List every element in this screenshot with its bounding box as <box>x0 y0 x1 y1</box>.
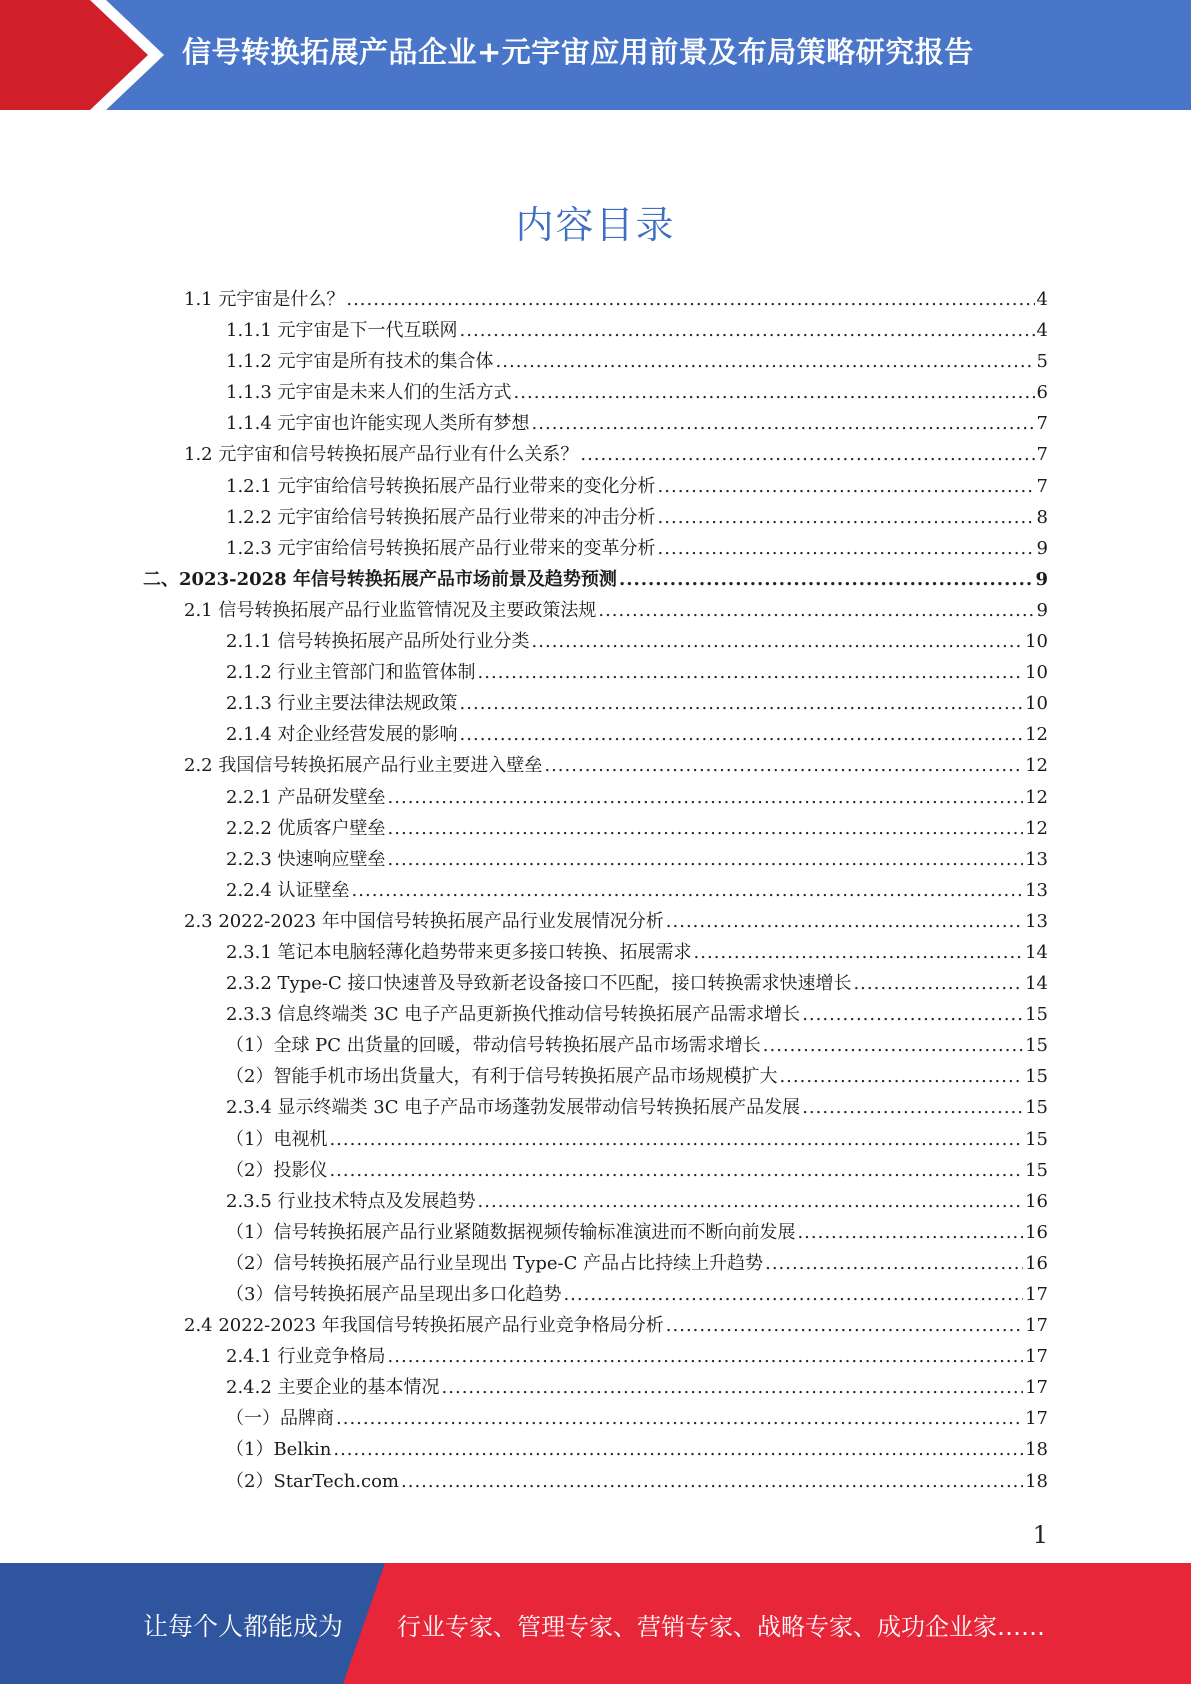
toc-entry[interactable] <box>0 284 1191 315</box>
toc-entry-page: 13 <box>1025 910 1048 932</box>
toc-dot-leader <box>460 719 1024 750</box>
toc-entry-page: 17 <box>1025 1346 1048 1368</box>
toc-entry-page: 7 <box>1036 475 1048 497</box>
toc-entry-label: 1.1 元宇宙是什么？ <box>184 289 345 310</box>
toc-dot-leader <box>514 377 1035 408</box>
toc-entry-label: （2）信号转换拓展产品行业呈现出 Type-C 产品占比持续上升趋势 <box>226 1252 764 1274</box>
toc-entry-page: 9 <box>1036 537 1048 559</box>
toc-entry-label: 2.1 信号转换拓展产品行业监管情况及主要政策法规 <box>184 599 597 621</box>
toc-entry-page: 13 <box>1025 848 1048 870</box>
toc-entry[interactable] <box>0 564 1191 595</box>
toc-entry[interactable] <box>0 377 1191 408</box>
toc-entry-page: 7 <box>1036 444 1048 466</box>
toc-entry-page: 10 <box>1025 662 1048 684</box>
toc-entry-label: 二、2023-2028 年信号转换拓展产品市场前景及趋势预测 <box>143 568 617 590</box>
toc-entry-page: 16 <box>1025 1190 1048 1212</box>
toc-dot-leader <box>765 1248 1023 1279</box>
toc-entry[interactable] <box>0 408 1191 439</box>
toc-heading: 内容目录 <box>515 203 676 247</box>
toc-entry-label: 2.2.1 产品研发壁垒 <box>226 786 386 808</box>
toc-dot-leader <box>532 626 1024 657</box>
toc-entry-page: 17 <box>1025 1315 1048 1337</box>
toc-entry-page: 17 <box>1025 1408 1048 1430</box>
toc-dot-leader <box>666 906 1023 937</box>
footer-slogan-left: 让每个人都能成为 <box>143 1612 344 1641</box>
toc-entry-label: 2.3.1 笔记本电脑轻薄化趋势带来更多接口转换、拓展需求 <box>226 941 692 963</box>
toc-entry-label: （一）品牌商 <box>226 1408 334 1430</box>
toc-dot-leader <box>802 999 1023 1030</box>
toc-entry-label: 2.3.4 显示终端类 3C 电子产品市场蓬勃发展带动信号转换拓展产品发展 <box>226 1097 801 1119</box>
toc-entry-label: 1.2.2 元宇宙给信号转换拓展产品行业带来的冲击分析 <box>226 506 656 528</box>
toc-entry[interactable] <box>0 999 1191 1030</box>
toc-entry[interactable] <box>0 1434 1191 1465</box>
toc-dot-leader <box>388 1341 1024 1372</box>
toc-entry-label: 1.2.1 元宇宙给信号转换拓展产品行业带来的变化分析 <box>226 475 656 497</box>
toc-entry-label: （1）信号转换拓展产品行业紧随数据视频传输标准演进而不断向前发展 <box>226 1221 796 1243</box>
toc-entry-page: 4 <box>1036 289 1048 310</box>
toc-entry-page: 9 <box>1035 568 1048 590</box>
toc-dot-leader <box>544 750 1023 781</box>
toc-entry[interactable] <box>0 626 1191 657</box>
toc-entry[interactable] <box>0 1341 1191 1372</box>
toc-entry-label: （1）全球 PC 出货量的回暖，带动信号转换拓展产品市场需求增长 <box>226 1035 761 1057</box>
toc-entry-page: 12 <box>1025 786 1048 808</box>
toc-entry-page: 9 <box>1036 599 1048 621</box>
toc-entry-label: 2.3.5 行业技术特点及发展趋势 <box>226 1190 476 1212</box>
toc-entry-label: 2.4.2 主要企业的基本情况 <box>226 1377 440 1399</box>
toc-entry[interactable] <box>0 346 1191 377</box>
toc-entry-page: 15 <box>1025 1128 1048 1150</box>
toc-entry-page: 8 <box>1036 506 1048 528</box>
table-of-contents <box>0 284 1191 1497</box>
toc-entry[interactable] <box>0 315 1191 346</box>
toc-entry-label: 2.3 2022-2023 年中国信号转换拓展产品行业发展情况分析 <box>184 910 664 932</box>
toc-entry[interactable] <box>0 1466 1191 1497</box>
toc-entry[interactable] <box>0 1155 1191 1186</box>
toc-dot-leader <box>388 844 1024 875</box>
toc-entry-page: 12 <box>1025 755 1048 777</box>
toc-entry-page: 15 <box>1025 1035 1048 1057</box>
toc-entry[interactable] <box>0 533 1191 564</box>
toc-dot-leader <box>346 284 1034 315</box>
toc-dot-leader <box>460 688 1024 719</box>
toc-entry-label: （2）投影仪 <box>226 1159 328 1181</box>
toc-entry-page: 15 <box>1025 1097 1048 1119</box>
toc-dot-leader <box>478 1186 1024 1217</box>
toc-dot-leader <box>388 782 1024 813</box>
toc-entry-page: 7 <box>1036 413 1048 435</box>
toc-dot-leader <box>763 1030 1023 1061</box>
toc-dot-leader <box>619 564 1034 595</box>
report-title: 信号转换拓展产品企业+元宇宙应用前景及布局策略研究报告 <box>182 35 974 69</box>
toc-dot-leader <box>598 595 1034 626</box>
toc-entry-label: 1.1.1 元宇宙是下一代互联网 <box>226 320 458 342</box>
toc-entry-label: 1.2.3 元宇宙给信号转换拓展产品行业带来的变革分析 <box>226 537 656 559</box>
toc-entry[interactable] <box>0 1372 1191 1403</box>
toc-entry[interactable] <box>0 719 1191 750</box>
toc-dot-leader <box>658 502 1035 533</box>
toc-entry-label: 2.3.2 Type-C 接口快速普及导致新老设备接口不匹配，接口转换需求快速增长 <box>226 973 852 995</box>
toc-entry-page: 13 <box>1025 879 1048 901</box>
toc-dot-leader <box>401 1466 1023 1497</box>
toc-entry-label: 2.2 我国信号转换拓展产品行业主要进入壁垒 <box>184 755 543 777</box>
toc-entry-page: 16 <box>1025 1252 1048 1274</box>
toc-entry[interactable] <box>0 439 1191 470</box>
toc-entry[interactable] <box>0 1124 1191 1155</box>
toc-dot-leader <box>779 1061 1023 1092</box>
toc-entry[interactable] <box>0 968 1191 999</box>
toc-entry-label: 2.2.4 认证壁垒 <box>226 879 350 901</box>
toc-entry-label: （2）StarTech.com <box>226 1470 399 1492</box>
toc-entry-label: 1.2 元宇宙和信号转换拓展产品行业有什么关系？ <box>184 444 579 466</box>
toc-entry[interactable] <box>0 750 1191 781</box>
toc-entry-label: 2.4 2022-2023 年我国信号转换拓展产品行业竞争格局分析 <box>184 1315 664 1337</box>
toc-entry[interactable] <box>0 688 1191 719</box>
toc-dot-leader <box>496 346 1035 377</box>
toc-entry-page: 12 <box>1025 817 1048 839</box>
toc-entry-page: 15 <box>1025 1066 1048 1088</box>
toc-dot-leader <box>336 1403 1023 1434</box>
toc-entry-page: 12 <box>1025 724 1048 746</box>
toc-entry[interactable] <box>0 1061 1191 1092</box>
toc-entry-label: 2.2.2 优质客户壁垒 <box>226 817 386 839</box>
toc-dot-leader <box>694 937 1024 968</box>
toc-dot-leader <box>442 1372 1024 1403</box>
toc-entry[interactable] <box>0 937 1191 968</box>
toc-dot-leader <box>658 533 1035 564</box>
toc-entry[interactable] <box>0 906 1191 937</box>
toc-dot-leader <box>802 1092 1023 1123</box>
toc-dot-leader <box>563 1279 1023 1310</box>
toc-entry[interactable] <box>0 844 1191 875</box>
toc-entry[interactable] <box>0 502 1191 533</box>
toc-entry[interactable] <box>0 471 1191 502</box>
toc-entry-page: 17 <box>1025 1377 1048 1399</box>
toc-entry[interactable] <box>0 595 1191 626</box>
toc-entry-label: 2.1.4 对企业经营发展的影响 <box>226 724 458 746</box>
toc-entry[interactable] <box>0 813 1191 844</box>
toc-entry[interactable] <box>0 1403 1191 1434</box>
header-band <box>0 0 1191 110</box>
toc-entry-label: 1.1.4 元宇宙也许能实现人类所有梦想 <box>226 413 530 435</box>
toc-entry-page: 10 <box>1025 693 1048 715</box>
toc-entry-label: 2.1.2 行业主管部门和监管体制 <box>226 662 476 684</box>
toc-entry[interactable] <box>0 657 1191 688</box>
toc-entry-label: 2.4.1 行业竞争格局 <box>226 1346 386 1368</box>
toc-entry-label: 2.1.1 信号转换拓展产品所处行业分类 <box>226 631 530 653</box>
toc-entry-label: （1）Belkin <box>226 1439 332 1461</box>
toc-entry-page: 14 <box>1025 973 1048 995</box>
toc-dot-leader <box>388 813 1024 844</box>
toc-dot-leader <box>329 1124 1023 1155</box>
toc-entry[interactable] <box>0 1092 1191 1123</box>
toc-dot-leader <box>853 968 1023 999</box>
toc-dot-leader <box>666 1310 1023 1341</box>
toc-entry-label: （2）智能手机市场出货量大，有利于信号转换拓展产品市场规模扩大 <box>226 1066 778 1088</box>
toc-dot-leader <box>478 657 1024 688</box>
page-number: 1 <box>1032 1521 1048 1549</box>
toc-entry-label: 2.1.3 行业主要法律法规政策 <box>226 693 458 715</box>
toc-dot-leader <box>658 471 1035 502</box>
toc-entry-page: 17 <box>1025 1284 1048 1305</box>
toc-entry[interactable] <box>0 1030 1191 1061</box>
toc-entry[interactable] <box>0 1279 1191 1310</box>
toc-entry-label: 1.1.3 元宇宙是未来人们的生活方式 <box>226 382 512 404</box>
toc-entry-page: 15 <box>1025 1159 1048 1181</box>
toc-entry-page: 15 <box>1025 1004 1048 1026</box>
toc-entry-page: 14 <box>1025 941 1048 963</box>
toc-entry-page: 4 <box>1036 320 1048 342</box>
toc-entry[interactable] <box>0 875 1191 906</box>
toc-dot-leader <box>460 315 1035 346</box>
toc-entry-page: 18 <box>1025 1470 1048 1492</box>
toc-dot-leader <box>580 439 1034 470</box>
toc-dot-leader <box>797 1217 1023 1248</box>
toc-entry[interactable] <box>0 782 1191 813</box>
toc-entry-page: 5 <box>1036 351 1048 373</box>
toc-dot-leader <box>333 1434 1023 1465</box>
toc-entry-page: 6 <box>1036 382 1048 404</box>
toc-entry-label: （1）电视机 <box>226 1128 328 1150</box>
toc-entry-label: 1.1.2 元宇宙是所有技术的集合体 <box>226 351 494 373</box>
toc-dot-leader <box>329 1155 1023 1186</box>
footer-slogan-right: 行业专家、管理专家、营销专家、战略专家、成功企业家…… <box>397 1613 1045 1641</box>
toc-entry-page: 16 <box>1025 1221 1048 1243</box>
footer-band <box>0 1563 1191 1684</box>
toc-dot-leader <box>532 408 1035 439</box>
toc-entry-label: 2.3.3 信息终端类 3C 电子产品更新换代推动信号转换拓展产品需求增长 <box>226 1004 801 1026</box>
toc-dot-leader <box>352 875 1024 906</box>
toc-entry[interactable] <box>0 1310 1191 1341</box>
toc-entry[interactable] <box>0 1217 1191 1248</box>
toc-entry[interactable] <box>0 1248 1191 1279</box>
toc-entry-page: 10 <box>1025 631 1048 653</box>
toc-entry-page: 18 <box>1025 1439 1048 1461</box>
toc-entry[interactable] <box>0 1186 1191 1217</box>
toc-entry-label: 2.2.3 快速响应壁垒 <box>226 848 386 870</box>
toc-entry-label: （3）信号转换拓展产品呈现出多口化趋势 <box>226 1284 562 1305</box>
